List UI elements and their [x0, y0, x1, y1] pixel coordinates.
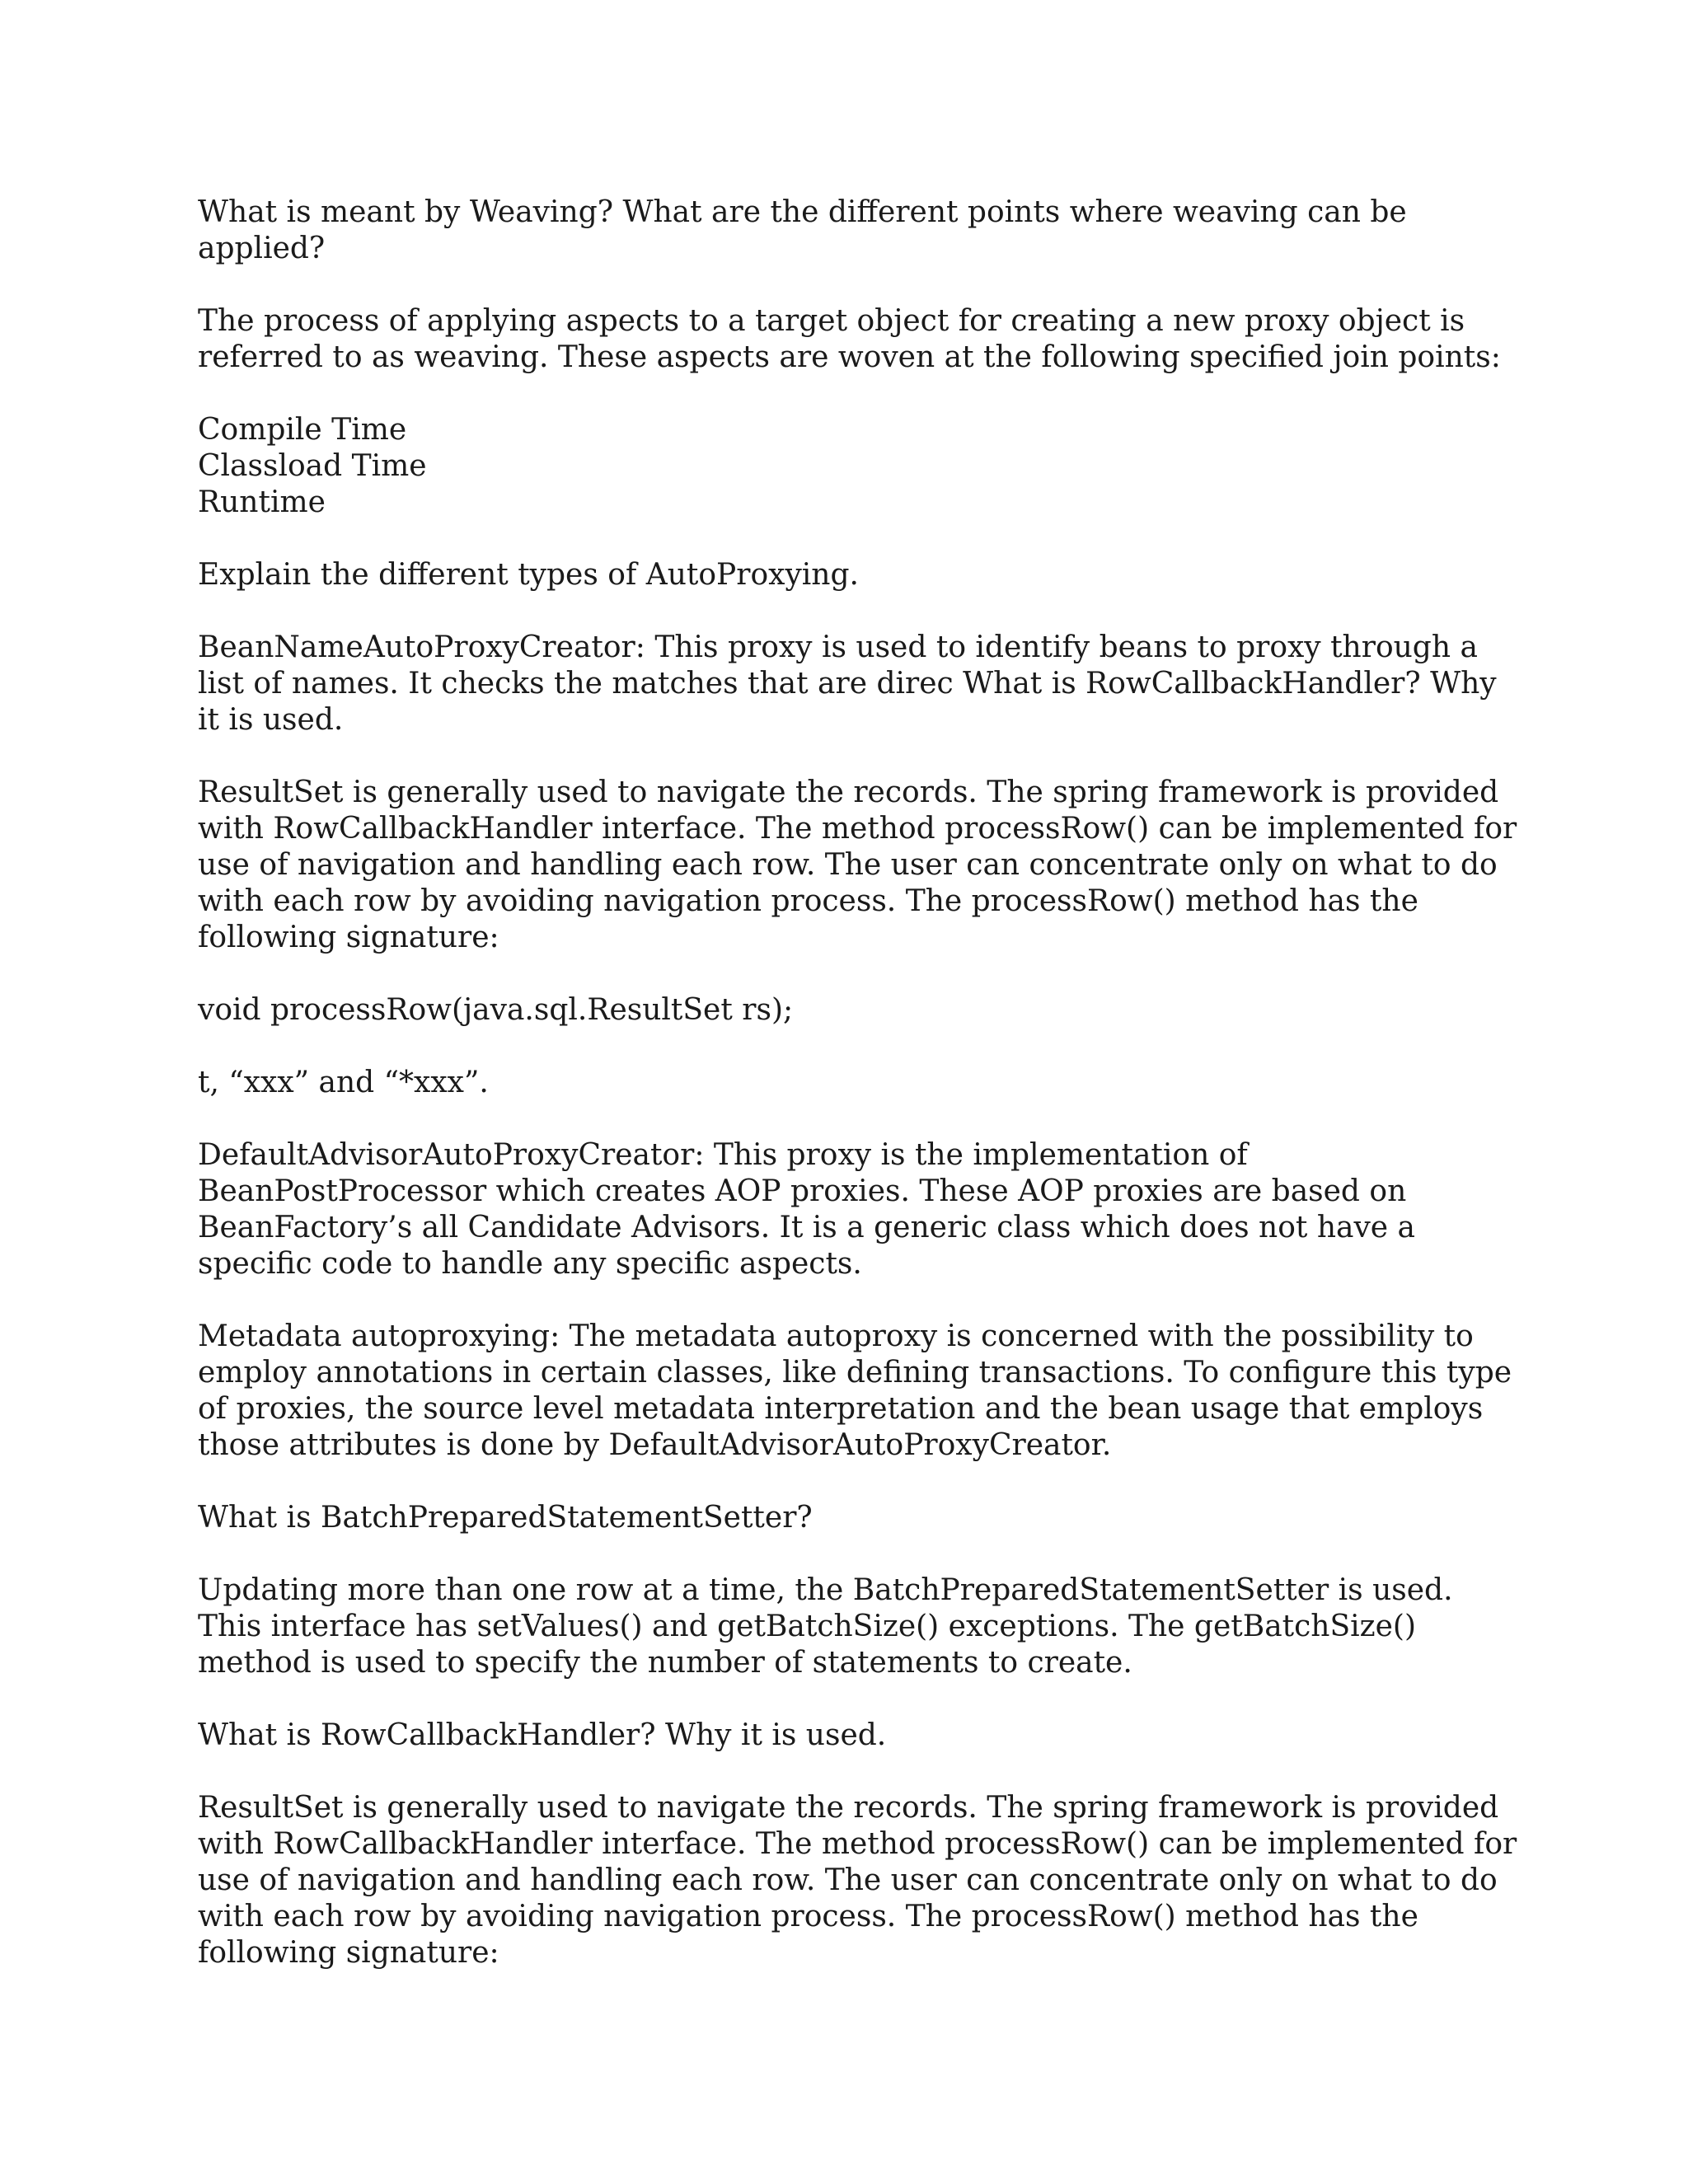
answer-rowcallback-1: ResultSet is generally used to navigate the records. The spring framework is provided with RowCallbackHandler interface. The method processRow() can be implemented for use of navigation and handling each row. The user can concentrate only on what to do with each row by avoiding navigation process. The processRow() method has the following signature:: [198, 776, 1517, 954]
document-page: [198, 194, 1525, 2008]
heading-rowcallback: What is RowCallbackHandler? Why it is used.: [198, 1718, 887, 1752]
list-item: Classload Time: [198, 449, 427, 483]
heading-batch-setter: What is BatchPreparedStatementSetter?: [198, 1501, 813, 1535]
signature-1: void processRow(java.sql.ResultSet rs);: [198, 993, 794, 1027]
heading-weaving: What is meant by Weaving? What are the different points where weaving can be applied?: [198, 195, 1407, 265]
list-item: Compile Time: [198, 413, 407, 447]
answer-weaving: The process of applying aspects to a target object for creating a new proxy object is referred to as weaving. These aspects are woven at the following specified join points:: [198, 304, 1501, 374]
answer-batch-setter: Updating more than one row at a time, the BatchPreparedStatementSetter is used. This interface has setValues() and getBatchSize() exceptions. The getBatchSize() method is used to specify the number of statements to create.: [198, 1573, 1453, 1680]
fragment-xxx: t, “xxx” and “*xxx”.: [198, 1066, 489, 1099]
list-item: Runtime: [198, 485, 326, 519]
metadata-autoproxy: Metadata autoproxying: The metadata autoproxy is concerned with the possibility to employ annotations in certain classes, like defining transactions. To configure this type of proxies, the source level metadata interpretation and the bean usage that employs those attributes is done by DefaultAdvisorAutoProxyCreator.: [198, 1319, 1512, 1462]
default-advisor-autoproxy: DefaultAdvisorAutoProxyCreator: This proxy is the implementation of BeanPostProcessor which creates AOP proxies. These AOP proxies are based on BeanFactory’s all Candidate Advisors. It is a generic class which does not have a specific code to handle any specific aspects.: [198, 1138, 1416, 1281]
answer-rowcallback-2: ResultSet is generally used to navigate the records. The spring framework is provided with RowCallbackHandler interface. The method processRow() can be implemented for use of navigation and handling each row. The user can concentrate only on what to do with each row by avoiding navigation process. The processRow() method has the following signature:: [198, 1791, 1517, 1970]
heading-autoproxying: Explain the different types of AutoProxying.: [198, 558, 859, 592]
join-points-list: [198, 412, 1525, 521]
bean-name-autoproxy: BeanNameAutoProxyCreator: This proxy is used to identify beans to proxy through a list of names. It checks the matches that are direc What is RowCallbackHandler? Why it is used.: [198, 630, 1497, 737]
